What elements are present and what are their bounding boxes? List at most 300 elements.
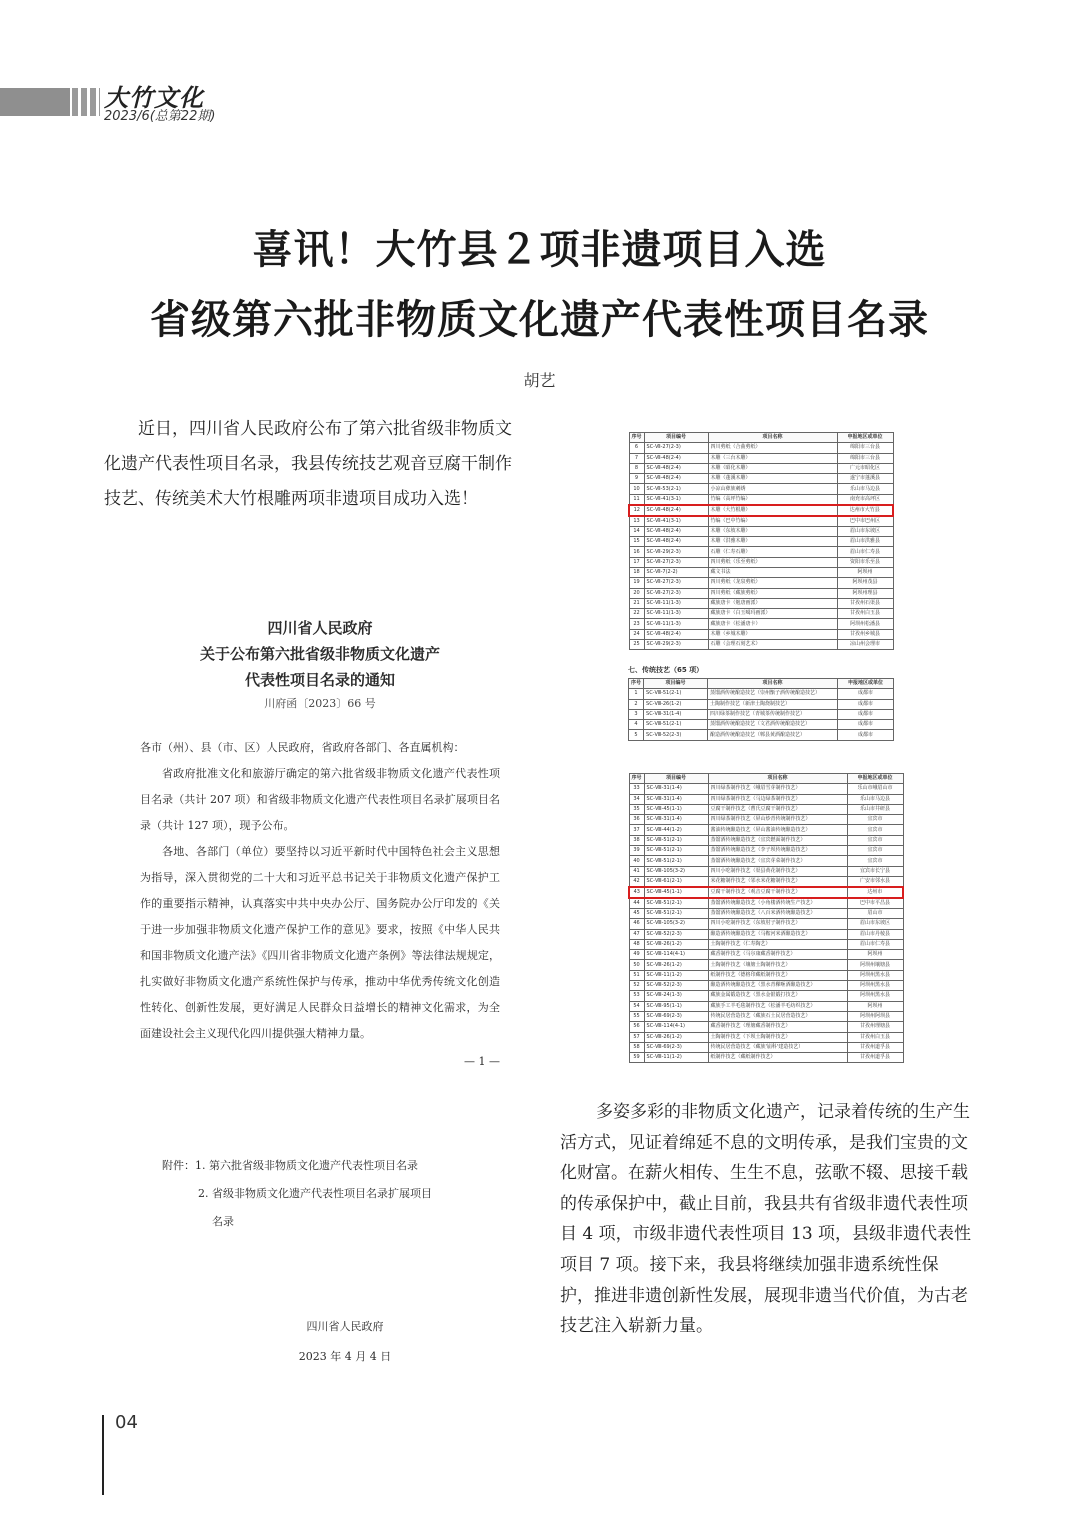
- row-code: SC-Ⅷ-26(1-2): [644, 699, 708, 709]
- col-no: 序号: [629, 774, 644, 784]
- row-area: 甘孜州理塘县: [847, 1022, 903, 1032]
- row-code: SC-Ⅶ-41(3-1): [644, 516, 708, 527]
- row-no: 21: [629, 598, 644, 608]
- row-area: 成都市: [838, 730, 894, 740]
- row-no: 59: [629, 1053, 644, 1063]
- row-area: 阿坝州黑水县: [847, 970, 903, 980]
- row-code: SC-Ⅷ-105(3-2): [644, 919, 708, 929]
- notice-para2: 各地、各部门（单位）要坚持以习近平新时代中国特色社会主义思想为指导，深入贯彻党的二十大和习近平总书记关于非物质文化遗产保护工作的重要指示精神，认真落实中共中央办公厅、国务院办公厅印发的《关于进一步加强非物质文化遗产保护工作的意见》要求，按照《中华人民共和国非物质文化遗产法》《四川省非物质文化遗产条例》等法律法规规定，扎实做好非物质文化遗产系统性保护与传承，推动中华优秀传统文化创造性转化、创新性发展，更好满足人民群众日益增长的精神文化需求，为全面建设社会主义现代化四川提供强大精神力量。: [140, 845, 500, 1040]
- table-row: [629, 537, 893, 547]
- row-code: SC-Ⅷ-51(2-1): [644, 689, 708, 699]
- table-row: [629, 629, 893, 639]
- notice-signature: [140, 1312, 500, 1372]
- notice-subtitle-line2: 代表性项目名录的通知: [244, 671, 395, 689]
- header-band-decoration: [0, 88, 70, 116]
- intro-paragraph: 近日，四川省人民政府公布了第六批省级非物质文化遗产代表性项目名录，我县传统技艺观音豆腐干制作技艺、传统美术大竹根雕两项非遗项目成功入选！: [104, 419, 512, 509]
- table-row: [629, 1053, 903, 1063]
- table-row: [629, 1011, 903, 1021]
- row-area: 乐山市峨眉山市: [847, 784, 903, 794]
- row-code: SC-Ⅶ-11(1-3): [644, 609, 708, 619]
- row-code: SC-Ⅷ-44(1-2): [644, 825, 708, 835]
- row-name: 竹编（巴中竹编）: [708, 516, 837, 527]
- table-row: [629, 609, 893, 619]
- row-name: 酿造酒传统酿造技艺（郫县黄酒酿造技艺）: [708, 730, 838, 740]
- row-name: 纸制作技艺（德格印藏纸制作技艺）: [708, 970, 847, 980]
- row-area: 眉山市仁寿县: [847, 939, 903, 949]
- row-name: 四川绿茶制作技艺（青城茶传统制作技艺）: [708, 709, 838, 719]
- notice-body: [140, 735, 500, 1047]
- row-name: 豆腐干制作技艺（观音豆腐干制作技艺）: [708, 887, 847, 898]
- row-code: SC-Ⅷ-61(2-1): [644, 876, 708, 887]
- notice-para1: 省政府批准文化和旅游厅确定的第六批省级非物质文化遗产代表性项目名录（共计 207 项）和省级非物质文化遗产代表性项目名录扩展项目名录（共计 127 项），现予公布。: [140, 767, 500, 832]
- row-no: 42: [629, 876, 644, 887]
- row-name: 纸制作技艺（藏纸制作技艺）: [708, 1053, 847, 1063]
- row-area: 凉山州会理市: [837, 640, 893, 650]
- row-area: 绵阳市三台县: [837, 453, 893, 463]
- table-row: [629, 443, 893, 453]
- table-row: [629, 709, 894, 719]
- row-area: 达州市大竹县: [837, 505, 893, 516]
- row-name: 藏族唐卡（勉唐画派）: [708, 598, 837, 608]
- row-name: 蒸馏酒传统酿造技艺（小角楼酒传统生产技艺）: [708, 898, 847, 909]
- row-area: 乐山市马边县: [847, 794, 903, 804]
- row-no: 35: [629, 804, 644, 814]
- row-code: SC-Ⅶ-53(2-1): [644, 484, 708, 494]
- row-area: 眉山市仁寿县: [837, 547, 893, 557]
- row-area: 成都市: [838, 709, 894, 719]
- row-no: 53: [629, 991, 644, 1001]
- notice-doc-number: 川府函〔2023〕66 号: [264, 697, 376, 710]
- row-code: SC-Ⅶ-48(2-4): [644, 537, 708, 547]
- row-no: 5: [629, 730, 644, 740]
- row-area: 阿坝州茂县: [837, 578, 893, 588]
- row-no: 24: [629, 629, 644, 639]
- row-code: SC-Ⅷ-26(1-2): [644, 1032, 708, 1042]
- row-area: 甘孜州乡城县: [837, 629, 893, 639]
- col-name: 项目名称: [708, 679, 838, 689]
- notice-attachment-1: 附件：1. 第六批省级非物质文化遗产代表性项目名录: [162, 1159, 418, 1172]
- table-row: [629, 484, 893, 494]
- row-no: 1: [629, 689, 644, 699]
- row-code: SC-Ⅶ-48(2-4): [644, 474, 708, 484]
- row-no: 57: [629, 1032, 644, 1042]
- row-no: 36: [629, 815, 644, 825]
- table-row: [629, 567, 893, 577]
- row-name: 四川绿茶制作技艺（马边绿茶制作技艺）: [708, 794, 847, 804]
- row-name: 四川绿茶制作技艺（峨眉雪芽制作技艺）: [708, 784, 847, 794]
- row-area: 巴中市平昌县: [847, 898, 903, 909]
- col-name: 项目名称: [708, 433, 837, 443]
- row-area: 眉山市洪雅县: [837, 537, 893, 547]
- row-area: 阿坝州松潘县: [837, 619, 893, 629]
- row-no: 15: [629, 537, 644, 547]
- notice-signer: 四川省人民政府: [306, 1320, 384, 1333]
- row-code: SC-Ⅶ-27(2-3): [644, 588, 708, 598]
- table-row: [629, 950, 903, 960]
- row-no: 22: [629, 609, 644, 619]
- row-name: 石雕（仁寿石雕）: [708, 547, 837, 557]
- row-area: 宜宾市: [847, 825, 903, 835]
- row-area: 阿坝州阿坝县: [847, 1011, 903, 1021]
- table-b-section-title: 七、传统技艺（65 项）: [628, 666, 704, 674]
- table-row: [629, 526, 893, 536]
- row-area: 巴中市巴州区: [837, 516, 893, 527]
- row-no: 18: [629, 567, 644, 577]
- row-name: 土陶制作技艺（仁寿陶艺）: [708, 939, 847, 949]
- row-name: 豆腐干制作技艺（曹氏豆腐干制作技艺）: [708, 804, 847, 814]
- table-row: [629, 815, 903, 825]
- row-name: 传统民居营造技艺（藏族石土民居营造技艺）: [708, 1011, 847, 1021]
- row-no: 19: [629, 578, 644, 588]
- list-table-image-a: [628, 432, 894, 650]
- table-row: [629, 991, 903, 1001]
- row-name: 藏香制作技艺（马尔康藏香制作技艺）: [708, 950, 847, 960]
- row-no: 44: [629, 898, 644, 909]
- row-name: 蒸馏酒传统酿造技艺（崇州甑子酒传统酿造技艺）: [708, 689, 838, 699]
- row-area: 眉山市东坡区: [837, 526, 893, 536]
- row-name: 酱油传统酿造技艺（屏山酱油传统酿造技艺）: [708, 825, 847, 835]
- row-name: 木雕（洪雅木雕）: [708, 537, 837, 547]
- government-notice-image: [140, 615, 500, 1372]
- row-code: SC-Ⅷ-52(2-3): [644, 929, 708, 939]
- row-area: 甘孜州白玉县: [837, 609, 893, 619]
- row-code: SC-Ⅶ-11(1-3): [644, 598, 708, 608]
- table-row: [629, 1042, 903, 1052]
- row-name: 木雕（蓬溪木雕）: [708, 474, 837, 484]
- table-row: [629, 1001, 903, 1011]
- table-row: [629, 960, 903, 970]
- row-code: SC-Ⅷ-114(4-1): [644, 1022, 708, 1032]
- row-no: 25: [629, 640, 644, 650]
- row-no: 58: [629, 1042, 644, 1052]
- row-area: 甘孜州石渠县: [837, 598, 893, 608]
- table-row: [629, 929, 903, 939]
- row-code: SC-Ⅶ-11(1-3): [644, 619, 708, 629]
- row-no: 39: [629, 846, 644, 856]
- row-name: 蒸馏酒传统酿造技艺（宜宾芽菜制作技艺）: [708, 856, 847, 866]
- row-code: SC-Ⅷ-69(2-3): [644, 1042, 708, 1052]
- row-name: 木雕（大竹根雕）: [708, 505, 837, 516]
- notice-page-mark: — 1 —: [464, 1055, 500, 1068]
- row-area: 眉山市: [847, 908, 903, 918]
- footer-rule: [102, 1415, 104, 1495]
- table-row: [629, 898, 903, 909]
- row-name: 四川小吃制作技艺（东坡肘子制作技艺）: [708, 919, 847, 929]
- row-no: 37: [629, 825, 644, 835]
- table-row: [629, 876, 903, 887]
- row-name: 酿造酒传统酿造技艺（马鞍河米酒酿造技艺）: [708, 929, 847, 939]
- row-name: 木雕（昭化木雕）: [708, 463, 837, 473]
- table-row: [629, 784, 903, 794]
- row-no: 50: [629, 960, 644, 970]
- row-area: 阿坝州理县: [837, 588, 893, 598]
- row-no: 40: [629, 856, 644, 866]
- table-row: [629, 866, 903, 876]
- row-code: SC-Ⅷ-45(1-1): [644, 804, 708, 814]
- row-no: 23: [629, 619, 644, 629]
- row-code: SC-Ⅶ-27(2-3): [644, 578, 708, 588]
- row-code: SC-Ⅷ-51(2-1): [644, 835, 708, 845]
- row-code: SC-Ⅶ-27(2-3): [644, 557, 708, 567]
- row-code: SC-Ⅷ-52(2-3): [644, 981, 708, 991]
- row-no: 13: [629, 516, 644, 527]
- row-code: SC-Ⅷ-95(1-1): [644, 1001, 708, 1011]
- row-code: SC-Ⅶ-27(2-3): [644, 443, 708, 453]
- table-row: [629, 516, 893, 527]
- row-code: SC-Ⅷ-31(1-4): [644, 709, 708, 719]
- magazine-name: 大竹文化: [104, 83, 204, 112]
- row-name: 木雕（三台木雕）: [708, 453, 837, 463]
- row-no: 55: [629, 1011, 644, 1021]
- row-code: SC-Ⅷ-11(1-2): [644, 1053, 708, 1063]
- table-row: [629, 689, 894, 699]
- table-row: [629, 1032, 903, 1042]
- notice-attachments: [140, 1152, 500, 1236]
- row-code: SC-Ⅷ-51(2-1): [644, 856, 708, 866]
- page-number: 04: [115, 1412, 138, 1433]
- col-name: 项目名称: [708, 774, 847, 784]
- row-area: 宜宾市: [847, 835, 903, 845]
- row-no: 20: [629, 588, 644, 598]
- issue-label: 2023/6(总第22期): [104, 109, 216, 124]
- table-row: [629, 846, 903, 856]
- row-name: 四川小吃制作技艺（渠县黄花制作技艺）: [708, 866, 847, 876]
- row-name: 藏族金属锻造技艺（黑水金银锻打技艺）: [708, 991, 847, 1001]
- row-area: 阿坝州: [847, 1001, 903, 1011]
- table-row: [629, 939, 903, 949]
- row-code: SC-Ⅷ-51(2-1): [644, 908, 708, 918]
- row-name: 米花糖制作技艺（邻水米花糖制作技艺）: [708, 876, 847, 887]
- row-code: SC-Ⅷ-52(2-3): [644, 730, 708, 740]
- col-no: 序号: [629, 433, 644, 443]
- row-no: 48: [629, 939, 644, 949]
- row-name: 蒸馏酒传统酿造技艺（宜宾燃面制作技艺）: [708, 835, 847, 845]
- table-row: [629, 505, 893, 516]
- row-name: 藏族唐卡（白玉噶玛画派）: [708, 609, 837, 619]
- table-row: [629, 835, 903, 845]
- row-no: 54: [629, 1001, 644, 1011]
- row-code: SC-Ⅷ-11(1-2): [644, 970, 708, 980]
- table-row: [629, 557, 893, 567]
- row-area: 阿坝州壤塘县: [847, 960, 903, 970]
- row-area: 阿坝州: [837, 567, 893, 577]
- row-code: SC-Ⅷ-26(1-2): [644, 939, 708, 949]
- table-row: [629, 887, 903, 898]
- row-code: SC-Ⅶ-29(2-3): [644, 547, 708, 557]
- table-row: [629, 699, 894, 709]
- col-no: 序号: [629, 679, 644, 689]
- row-no: 2: [629, 699, 644, 709]
- table-row: [629, 640, 893, 650]
- notice-subtitle-line1: 关于公布第六批省级非物质文化遗产: [199, 645, 440, 663]
- row-area: 遂宁市蓬溪县: [837, 474, 893, 484]
- row-no: 38: [629, 835, 644, 845]
- row-name: 土陶制作技艺（下坝土陶制作技艺）: [708, 1032, 847, 1042]
- notice-date: 2023 年 4 月 4 日: [298, 1350, 392, 1363]
- row-area: 阿坝州: [847, 950, 903, 960]
- row-code: SC-Ⅷ-31(1-4): [644, 794, 708, 804]
- row-name: 四川剪纸（合曲剪纸）: [708, 443, 837, 453]
- row-code: SC-Ⅶ-41(3-1): [644, 494, 708, 505]
- row-no: 56: [629, 1022, 644, 1032]
- row-no: 10: [629, 484, 644, 494]
- col-area: 申报地区或单位: [847, 774, 903, 784]
- row-code: SC-Ⅷ-31(1-4): [644, 815, 708, 825]
- row-area: 南充市高坪区: [837, 494, 893, 505]
- row-area: 眉山市东坡区: [847, 919, 903, 929]
- row-no: 14: [629, 526, 644, 536]
- row-area: 资阳市乐至县: [837, 557, 893, 567]
- row-code: SC-Ⅷ-69(2-3): [644, 1011, 708, 1021]
- row-area: 宜宾市长宁县: [847, 866, 903, 876]
- row-no: 16: [629, 547, 644, 557]
- row-code: SC-Ⅷ-51(2-1): [644, 720, 708, 730]
- article-title-line1: 喜讯！大竹县２项非遗项目入选: [252, 227, 827, 273]
- article-author: 胡艺: [523, 371, 556, 390]
- table-row: [629, 825, 903, 835]
- row-no: 7: [629, 453, 644, 463]
- row-no: 49: [629, 950, 644, 960]
- table-row: [629, 794, 903, 804]
- table-row: [629, 619, 893, 629]
- row-name: 四川剪纸（藏族剪纸）: [708, 588, 837, 598]
- row-no: 3: [629, 709, 644, 719]
- row-name: 藏族手工羊毛毯制作技艺（松潘羊毛纺织技艺）: [708, 1001, 847, 1011]
- row-code: SC-Ⅷ-45(1-1): [644, 887, 708, 898]
- row-area: 成都市: [838, 689, 894, 699]
- table-row: [629, 981, 903, 991]
- row-name: 四川剪纸（乐至剪纸）: [708, 557, 837, 567]
- row-name: 藏文书法: [708, 567, 837, 577]
- table-row: [629, 856, 903, 866]
- article-title-line2: 省级第六批非物质文化遗产代表性项目名录: [150, 297, 929, 343]
- row-area: 达州市: [847, 887, 903, 898]
- row-no: 11: [629, 494, 644, 505]
- row-area: 眉山市丹棱县: [847, 929, 903, 939]
- notice-org: 四川省人民政府: [267, 619, 373, 637]
- row-name: 蒸馏酒传统酿造技艺（八百米酒传统酿造技艺）: [708, 908, 847, 918]
- row-area: 阿坝州黑水县: [847, 991, 903, 1001]
- table-row: [629, 908, 903, 918]
- row-no: 52: [629, 981, 644, 991]
- table-c-body: [629, 784, 903, 1063]
- table-row: [629, 919, 903, 929]
- row-code: SC-Ⅶ-48(2-4): [644, 629, 708, 639]
- notice-attachment-2: 2. 省级非物质文化遗产代表性项目名录扩展项目: [198, 1187, 432, 1200]
- row-code: SC-Ⅶ-29(2-3): [644, 640, 708, 650]
- row-name: 藏香制作技艺（理塘藏香制作技艺）: [708, 1022, 847, 1032]
- row-code: SC-Ⅶ-48(2-4): [644, 505, 708, 516]
- col-code: 项目编号: [644, 433, 708, 443]
- table-row: [629, 598, 893, 608]
- row-no: 46: [629, 919, 644, 929]
- row-no: 34: [629, 794, 644, 804]
- col-code: 项目编号: [644, 679, 708, 689]
- row-name: 小凉山彝族刺绣: [708, 484, 837, 494]
- row-name: 木雕（东坡木雕）: [708, 526, 837, 536]
- notice-attachment-2-cont: 名录: [212, 1215, 234, 1228]
- row-name: 蒸馏酒传统酿造技艺（文君酒传统酿造技艺）: [708, 720, 838, 730]
- row-code: SC-Ⅷ-26(1-2): [644, 960, 708, 970]
- table-row: [629, 578, 893, 588]
- col-area: 申报地区或单位: [838, 679, 894, 689]
- row-name: 藏族唐卡（松潘唐卡）: [708, 619, 837, 629]
- row-no: 45: [629, 908, 644, 918]
- table-row: [629, 453, 893, 463]
- notice-salutation: 各市（州）、县（市、区）人民政府，省政府各部门、各直属机构：: [140, 741, 465, 754]
- row-no: 47: [629, 929, 644, 939]
- row-name: 传统民居营造技艺（藏族'崩科'建造技艺）: [708, 1042, 847, 1052]
- table-row: [629, 1022, 903, 1032]
- row-area: 广安市邻水县: [847, 876, 903, 887]
- row-area: 宜宾市: [847, 846, 903, 856]
- row-code: SC-Ⅷ-114(4-1): [644, 950, 708, 960]
- row-no: 8: [629, 463, 644, 473]
- table-row: [629, 730, 894, 740]
- row-no: 41: [629, 866, 644, 876]
- row-no: 51: [629, 970, 644, 980]
- table-row: [629, 588, 893, 598]
- row-area: 成都市: [838, 699, 894, 709]
- row-area: 甘孜州道孚县: [847, 1053, 903, 1063]
- row-code: SC-Ⅷ-24(1-3): [644, 991, 708, 1001]
- table-row: [629, 474, 893, 484]
- row-no: 6: [629, 443, 644, 453]
- row-code: SC-Ⅷ-31(1-4): [644, 784, 708, 794]
- row-code: SC-Ⅷ-51(2-1): [644, 846, 708, 856]
- row-name: 土陶制作技艺（壤塘土陶制作技艺）: [708, 960, 847, 970]
- row-area: 乐山市马边县: [837, 484, 893, 494]
- table-row: [629, 547, 893, 557]
- table-row: [629, 494, 893, 505]
- row-no: 9: [629, 474, 644, 484]
- list-table-image-b: [628, 662, 894, 741]
- row-name: 蒸馏酒传统酿造技艺（李子坝传统酿造技艺）: [708, 846, 847, 856]
- row-area: 广元市昭化区: [837, 463, 893, 473]
- row-area: 宜宾市: [847, 815, 903, 825]
- row-no: 33: [629, 784, 644, 794]
- row-area: 宜宾市: [847, 856, 903, 866]
- row-no: 4: [629, 720, 644, 730]
- row-area: 甘孜州道孚县: [847, 1042, 903, 1052]
- row-no: 12: [629, 505, 644, 516]
- row-no: 43: [629, 887, 644, 898]
- row-area: 绵阳市三台县: [837, 443, 893, 453]
- table-b-body: [629, 689, 894, 740]
- table-row: [629, 970, 903, 980]
- row-code: SC-Ⅶ-48(2-4): [644, 526, 708, 536]
- row-name: 竹编（高坪竹编）: [708, 494, 837, 505]
- row-name: 酿造酒传统酿造技艺（黑水青稞咂酒酿造技艺）: [708, 981, 847, 991]
- row-code: SC-Ⅷ-51(2-1): [644, 898, 708, 909]
- list-table-image-c: [628, 773, 904, 1063]
- row-name: 石雕（会理石刻艺术）: [708, 640, 837, 650]
- row-name: 四川剪纸（龙泉剪纸）: [708, 578, 837, 588]
- table-a-body: [629, 443, 893, 650]
- row-code: SC-Ⅶ-48(2-4): [644, 463, 708, 473]
- row-name: 木雕（乡城木雕）: [708, 629, 837, 639]
- row-area: 甘孜州白玉县: [847, 1032, 903, 1042]
- row-code: SC-Ⅶ-48(2-4): [644, 453, 708, 463]
- row-name: 土陶制作技艺（新津土陶烧制技艺）: [708, 699, 838, 709]
- col-code: 项目编号: [644, 774, 708, 784]
- row-code: SC-Ⅶ-7(2-2): [644, 567, 708, 577]
- closing-paragraph: 多姿多彩的非物质文化遗产，记录着传统的生产生活方式，见证着绵延不息的文明传承，是我们宝贵的文化财富。在薪火相传、生生不息，弦歌不辍、思接千载的传承保护中，截止目前，我县共有省级非遗代表性项目 4 项，市级非遗代表性项目 13 项，县级非遗代表性项目 7 项。接下来，我县将继续加强非遗系统性保护，推进非遗创新性发展，展现非遗当代价值，为古老技艺注入崭新力量。: [560, 1102, 972, 1337]
- table-row: [629, 720, 894, 730]
- row-area: 成都市: [838, 720, 894, 730]
- row-area: 阿坝州黑水县: [847, 981, 903, 991]
- row-area: 乐山市井研县: [847, 804, 903, 814]
